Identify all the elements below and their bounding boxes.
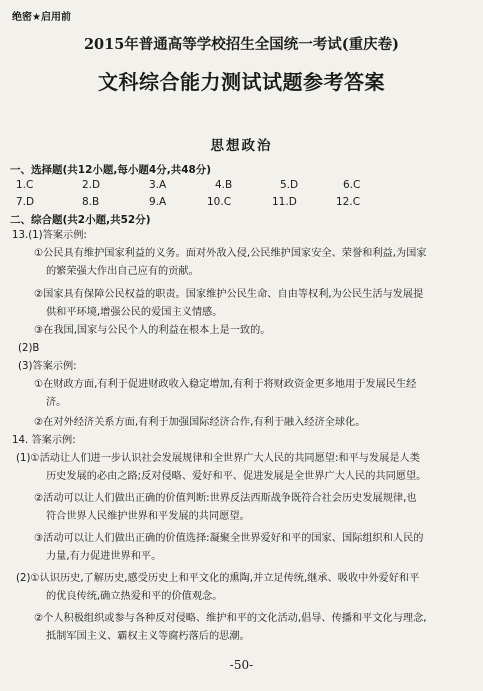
confidential-mark: 绝密★启用前 — [12, 12, 71, 23]
answer-item: 10.C — [207, 196, 232, 208]
answer-item: 3.A — [149, 179, 167, 191]
q13-point4-line2: 济。 — [46, 397, 67, 408]
q14-point5-line1: ②个人积极组织或参与各种反对侵略、维护和平的文化活动,倡导、传播和平文化与理念, — [34, 613, 427, 624]
q13-point5: ②在对外经济关系方面,有利于加强国际经济合作,有利于融入经济全球化。 — [34, 417, 366, 428]
answer-item: 11.D — [272, 196, 297, 208]
q14-point4-line1: (2)①认识历史,了解历史,感受历史上和平文化的熏陶,并立足传统,继承、吸收中外爱好和平 — [16, 573, 420, 584]
answer-item: 8.B — [82, 196, 100, 208]
q13-heading: 13.(1)答案示例: — [12, 230, 87, 241]
section1-title: 一、选择题(共12小题,每小题4分,共48分) — [10, 164, 212, 176]
answer-item: 2.D — [82, 179, 101, 191]
q14-point1-line2: 历史发展的必由之路;反对侵略、爱好和平、促进发展是全世界广大人民的共同愿望。 — [46, 471, 427, 482]
answer-item: 1.C — [16, 179, 34, 191]
q13-sub3-heading: (3)答案示例: — [18, 361, 77, 372]
q13-point1-line1: ①公民具有维护国家利益的义务。面对外敌入侵,公民维护国家安全、荣誉和利益,为国家 — [34, 248, 427, 259]
answer-item: 7.D — [16, 196, 35, 208]
section2-title: 二、综合题(共2小题,共52分) — [10, 214, 151, 226]
q13-point1-line2: 的繁荣强大作出自己应有的贡献。 — [46, 266, 199, 277]
answer-item: 12.C — [336, 196, 361, 208]
answer-item: 5.D — [280, 179, 299, 191]
q13-point2-line2: 供和平环境,增强公民的爱国主义情感。 — [46, 307, 223, 318]
q14-point2-line2: 符合世界人民维护世界和平发展的共同愿望。 — [46, 511, 250, 522]
q13-point2-line1: ②国家具有保障公民权益的职责。国家维护公民生命、自由等权利,为公民生活与发展提 — [34, 289, 424, 300]
answer-item: 4.B — [215, 179, 233, 191]
q13-point4-line1: ①在财政方面,有利于促进财政收入稳定增加,有利于将财政资金更多地用于发展民生经 — [34, 379, 417, 390]
subject-heading: 思想政治 — [210, 138, 273, 154]
q14-point3-line2: 力量,有力促进世界和平。 — [46, 551, 162, 562]
main-title: 文科综合能力测试试题参考答案 — [98, 70, 385, 94]
q14-point4-line2: 的优良传统,确立热爱和平的价值观念。 — [46, 591, 223, 602]
q14-point5-line2: 抵制军国主义、霸权主义等腐朽落后的思潮。 — [46, 631, 250, 642]
q14-heading: 14. 答案示例: — [12, 435, 76, 446]
page-number: -50- — [229, 658, 254, 672]
q14-point1-line1: (1)①活动让人们进一步认识社会发展规律和全世界广大人民的共同愿望:和平与发展是人类 — [16, 453, 420, 464]
exam-title: 2015年普通高等学校招生全国统一考试(重庆卷) — [83, 36, 400, 53]
q14-point3-line1: ③活动可以让人们做出正确的价值选择:凝聚全世界爱好和平的国家、国际组织和人民的 — [34, 533, 424, 544]
answer-item: 9.A — [149, 196, 167, 208]
q13-sub2: (2)B — [18, 343, 40, 354]
q14-point2-line1: ②活动可以让人们做出正确的价值判断:世界反法西斯战争既符合社会历史发展规律,也 — [34, 493, 417, 504]
answer-item: 6.C — [343, 179, 361, 191]
q13-point3: ③在我国,国家与公民个人的利益在根本上是一致的。 — [34, 325, 271, 336]
